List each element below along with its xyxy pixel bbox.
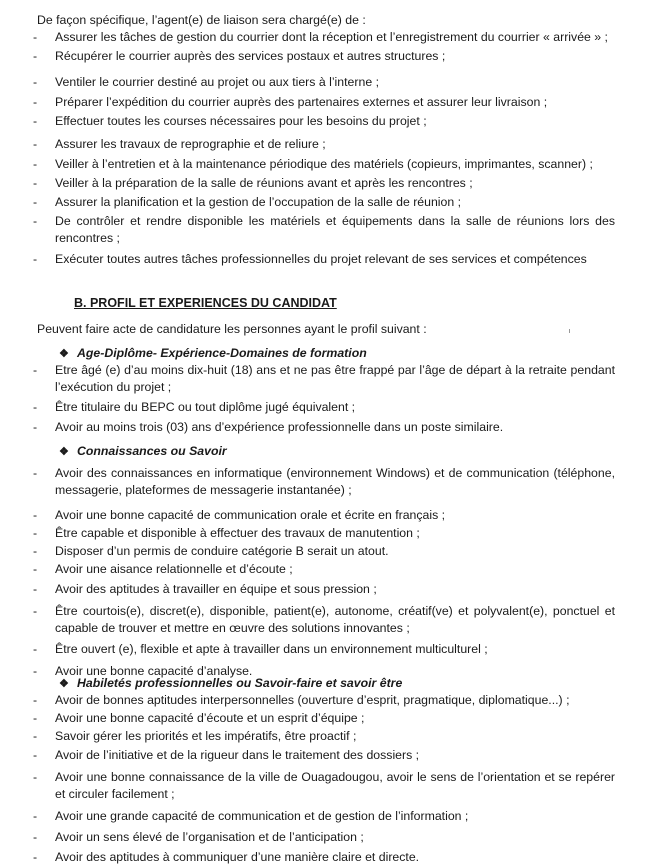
list-item: - Avoir une bonne capacité de communication orale et écrite en français ; <box>33 508 446 522</box>
bullet-dash: - <box>33 30 38 44</box>
list-item: - Ventiler le courrier destiné au projet ou aux tiers à l’interne ; <box>33 75 379 89</box>
bullet-dash: - <box>33 544 38 558</box>
bullet-dash: - <box>33 49 38 63</box>
bullet-dash: - <box>33 75 38 89</box>
list-item: - Savoir gérer les priorités et les impératifs, être proactif ; <box>33 729 357 743</box>
profile-list <box>33 362 615 436</box>
list-item: - Être courtois(e), discret(e), disponible, patient(e), autonome, créatif(ve) et polyvalent(e), ponctuel et capable de trouver et mettre en œuvre des solutions innovantes ; <box>33 604 615 635</box>
bullet-dash: - <box>33 252 38 266</box>
bullet-dash: - <box>33 137 38 151</box>
list-item: - Avoir une bonne connaissance de la ville de Ouagadougou, avoir le sens de l’orientation et se repérer et circuler facilement ; <box>33 770 615 801</box>
list-item: - Effectuer toutes les courses nécessaires pour les besoins du projet ; <box>33 114 427 128</box>
bullet-dash: - <box>33 400 38 414</box>
list-item: - Etre âgé (e) d’au moins dix-huit (18) ans et ne pas être frappé par l’âge de départ à la retraite pendant l’exécution du projet ; <box>33 363 615 394</box>
bullet-dash: - <box>33 195 38 209</box>
subsection-title: ❖ Habiletés professionnelles ou Savoir-faire et savoir être <box>59 675 402 693</box>
list-item: - Avoir au moins trois (03) ans d’expérience professionnelle dans un poste similaire. <box>33 420 504 434</box>
bullet-dash: - <box>33 748 38 762</box>
tasks-intro: De façon spécifique, l’agent(e) de liaison sera chargé(e) de : <box>37 13 366 27</box>
subsection-title: ❖ Connaissances ou Savoir <box>59 443 227 461</box>
list-item: - Avoir des aptitudes à travailler en équipe et sous pression ; <box>33 582 377 596</box>
list-item: - Avoir de l’initiative et de la rigueur dans le traitement des dossiers ; <box>33 748 420 762</box>
bullet-dash: - <box>33 176 38 190</box>
bullet-dash: - <box>33 693 38 707</box>
bullet-dash: - <box>33 711 38 725</box>
bullet-dash: - <box>33 508 38 522</box>
bullet-dash: - <box>33 420 38 434</box>
bullet-dash: - <box>33 95 38 109</box>
diamond-bullet-icon: ❖ <box>59 348 69 360</box>
list-item: - Préparer l’expédition du courrier auprès des partenaires externes et assurer leur livraison ; <box>33 95 548 109</box>
list-item: - Récupérer le courrier auprès des services postaux et autres structures ; <box>33 49 446 63</box>
tasks-list <box>33 29 615 268</box>
bullet-dash: - <box>33 850 38 864</box>
bullet-dash: - <box>33 562 38 576</box>
bullet-dash: - <box>33 214 38 228</box>
list-item: - Avoir des aptitudes à communiquer d’une manière claire et directe. <box>33 850 420 864</box>
bullet-dash: - <box>33 114 38 128</box>
bullet-dash: - <box>33 830 38 844</box>
bullet-dash: - <box>33 526 38 540</box>
list-item: - Veiller à la préparation de la salle de réunions avant et après les rencontres ; <box>33 176 473 190</box>
knowledge-list <box>33 465 615 680</box>
diamond-bullet-icon: ❖ <box>59 446 69 458</box>
section-intro: Peuvent faire acte de candidature les personnes ayant le profil suivant : <box>37 322 427 336</box>
list-item: - De contrôler et rendre disponible les matériels et équipements dans la salle de réunions lors des rencontres ; <box>33 214 615 245</box>
list-item: - Avoir une bonne capacité d’analyse. <box>33 664 253 678</box>
bullet-dash: - <box>33 664 38 678</box>
bullet-dash: - <box>33 363 38 377</box>
list-item: - Veiller à l’entretien et à la maintenance périodique des matériels (copieurs, imprimantes, scanner) ; <box>33 157 593 171</box>
bullet-dash: - <box>33 642 38 656</box>
bullet-dash: - <box>33 809 38 823</box>
subsection-title: ❖ Age-Diplôme- Expérience-Domaines de formation <box>59 345 367 363</box>
bullet-dash: - <box>33 582 38 596</box>
bullet-dash: - <box>33 604 38 618</box>
list-item: - Assurer les travaux de reprographie et de reliure ; <box>33 137 326 151</box>
list-item: - Assurer la planification et la gestion de l’occupation de la salle de réunion ; <box>33 195 462 209</box>
list-item: - Avoir une grande capacité de communication et de gestion de l’information ; <box>33 809 469 823</box>
skills-list <box>33 692 615 866</box>
list-item: - Avoir une bonne capacité d’écoute et un esprit d’équipe ; <box>33 711 365 725</box>
section-heading: B. PROFIL ET EXPERIENCES DU CANDIDAT <box>74 296 337 310</box>
list-item: - Avoir une aisance relationnelle et d’écoute ; <box>33 562 293 576</box>
list-item: - Être ouvert (e), flexible et apte à travailler dans un environnement multiculturel ; <box>33 642 488 656</box>
bullet-dash: - <box>33 729 38 743</box>
list-item: - Exécuter toutes autres tâches professionnelles du projet relevant de ses services et compétences <box>33 252 587 266</box>
diamond-bullet-icon: ❖ <box>59 678 69 690</box>
bullet-dash: - <box>33 157 38 171</box>
list-item: - Assurer les tâches de gestion du courrier dont la réception et l’enregistrement du courrier « arrivée » ; <box>33 30 608 44</box>
list-item: - Être titulaire du BEPC ou tout diplôme jugé équivalent ; <box>33 400 356 414</box>
list-item: - Avoir des connaissances en informatique (environnement Windows) et de communication (téléphone, messagerie, plateformes de messagerie instantanée) ; <box>33 466 615 497</box>
list-item: - Avoir un sens élevé de l’organisation et de l’anticipation ; <box>33 830 364 844</box>
list-item: - Disposer d’un permis de conduire catégorie B serait un atout. <box>33 544 389 558</box>
bullet-dash: - <box>33 770 38 784</box>
scan-mark <box>569 329 570 333</box>
list-item: - Avoir de bonnes aptitudes interpersonnelles (ouverture d’esprit, pragmatique, diplomatique...) ; <box>33 693 570 707</box>
list-item: - Être capable et disponible à effectuer des travaux de manutention ; <box>33 526 420 540</box>
bullet-dash: - <box>33 466 38 480</box>
